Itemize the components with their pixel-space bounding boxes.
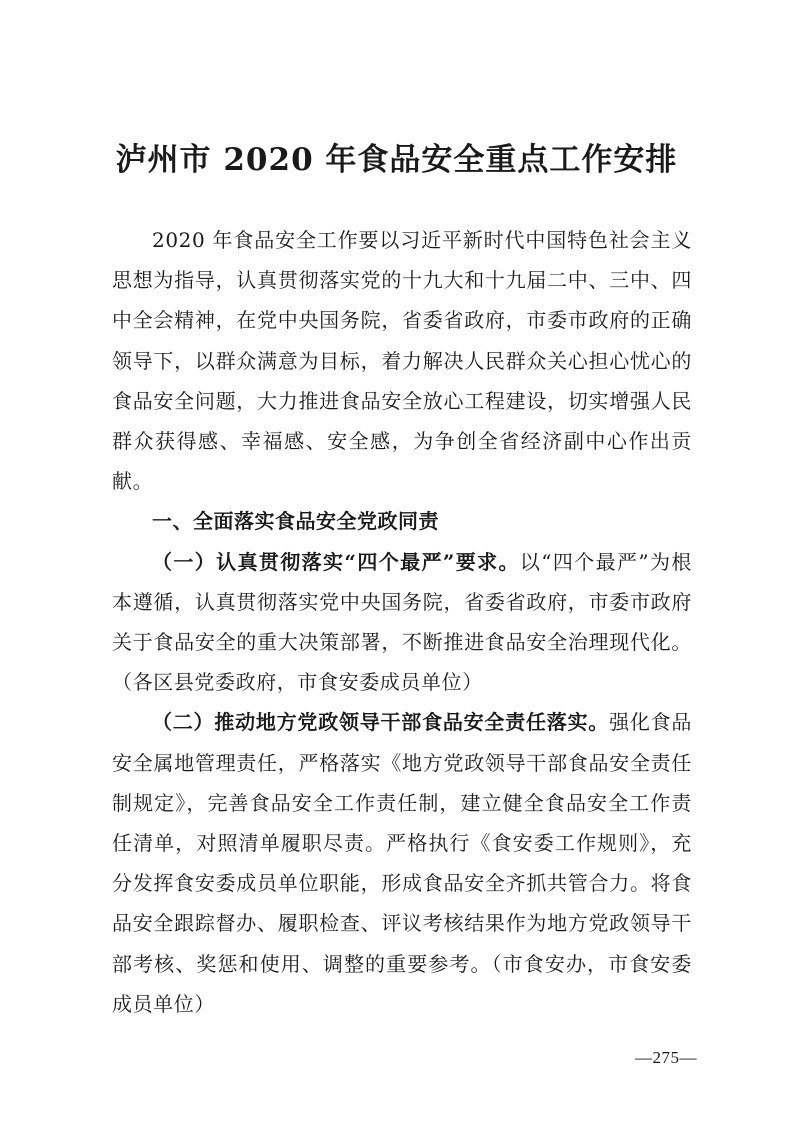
item-2-lead: （二）推动地方党政领导干部食品安全责任落实。 — [152, 710, 610, 735]
page-title: 泸州市 2020 年食品安全重点工作安排 — [115, 142, 678, 178]
item-1-text: 以“四个最严”为根本遵循，认真贯彻落实党中央国务院，省委省政府，市委市政府关于食品安全的重大决策部署，不断推进食品安全治理现代化。（各区县党委政府，市食安委成员单位） — [112, 549, 692, 695]
item-1-lead: （一）认真贯彻落实“四个最严”要求。 — [152, 549, 520, 574]
section-item-2 — [112, 702, 692, 1024]
document-body — [112, 220, 692, 1024]
section-heading: 一、全面落实食品安全党政同责 — [152, 509, 439, 534]
page-number: —275— — [635, 1048, 697, 1067]
section-item-1 — [112, 542, 692, 703]
intro-paragraph: 2020 年食品安全工作要以习近平新时代中国特色社会主义思想为指导，认真贯彻落实党的十九大和十九届二中、三中、四中全会精神，在党中央国务院，省委省政府，市委市政府的正确领导下，以群众满意为目标，着力解决人民群众关心担心忧心的食品安全问题，大力推进食品安全放心工程建设，切实增强人民群众获得感、幸福感、安全感，为争创全省经济副中心作出贡献。 — [112, 228, 692, 494]
item-2-text: 强化食品安全属地管理责任，严格落实《地方党政领导干部食品安全责任制规定》，完善食品安全工作责任制，建立健全食品安全工作责任清单，对照清单履职尽责。严格执行《食安委工作规则》，充分发挥食安委成员单位职能，形成食品安全齐抓共管合力。将食品安全跟踪督办、履职检查、评议考核结果作为地方党政领导干部考核、奖惩和使用、调整的重要参考。（市食安办，市食安委成员单位） — [112, 710, 693, 1016]
